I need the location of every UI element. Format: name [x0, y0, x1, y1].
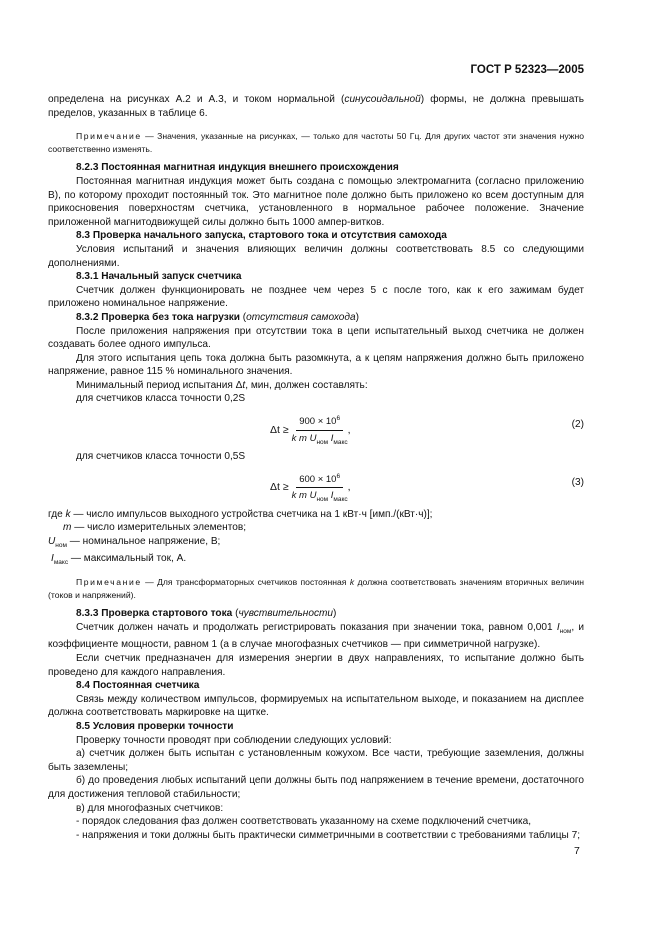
list-item: - порядок следования фаз должен соответствовать указанному на схеме подключений счетчика,	[76, 816, 532, 828]
paragraph: определена на рисунках А.2 и А.3, и током нормальной (синусоидальной) формы, не должна превышать пределов, указанных в таблице 6.	[48, 94, 585, 119]
section-heading: 8.2.3 Постоянная магнитная индукция внешнего происхождения	[76, 162, 399, 174]
section-heading: 8.3.2 Проверка без тока нагрузки (отсутствия самохода)	[76, 311, 359, 323]
list-item: а) счетчик должен быть испытан с установленным кожухом. Все части, требующие заземления, должны быть заземлены;	[48, 748, 584, 773]
list-item: в) для многофазных счетчиков:	[76, 802, 224, 814]
note: Примечание — Для трансформаторных счетчиков постоянная k должна соответствовать значениям вторичных величин (токов и напряжений).	[48, 577, 584, 600]
list-item: б) до проведения любых испытаний цепи должны быть под напряжением в течение времени, достаточного для достижения тепловой стабильности;	[48, 775, 584, 800]
paragraph: Если счетчик предназначен для измерения энергии в двух направлениях, то испытание должно быть проведено для каждого направления.	[48, 653, 584, 678]
formula-number: (3)	[571, 476, 584, 488]
paragraph: Условия испытаний и значения влияющих величин должны соответствовать 8.5 со следующими дополнениями.	[48, 243, 584, 269]
section-heading: 8.4 Постоянная счетчика	[76, 680, 200, 692]
page-body	[48, 93, 584, 842]
standard-number: ГОСТ Р 52323—2005	[470, 64, 584, 76]
formula-number: (2)	[571, 419, 584, 431]
paragraph: Связь между количеством импульсов, формируемых на испытательном выходе, и показанием на дисплее должна соответствовать маркировке на щитке.	[48, 693, 584, 719]
page-number: 7	[574, 845, 580, 857]
variable-definitions: где k — число импульсов выходного устройства счетчика на 1 кВт·ч [имп./(кВт·ч)]; m — число измерительных элементов; $U_{ном}$ — номинальное напряжение, В; $I_{макс}$ — максимальный ток, А.	[48, 508, 433, 567]
section-heading: 8.5 Условия проверки точности	[76, 721, 234, 733]
formula-2: Δt ≥ $\frac{900 \times 10^6}{k m U_{ном} I_{макс}}$ , (2)	[48, 406, 584, 450]
section-heading: 8.3.1 Начальный запуск счетчика	[76, 271, 242, 283]
paragraph: После приложения напряжения при отсутствии тока в цепи испытательный выход счетчика не должен создавать более одного импульса.	[48, 325, 584, 351]
formula-3: Δt ≥ $\frac{600 \times 10^6}{k m U_{ном} I_{макс}}$ , (3)	[48, 464, 584, 508]
paragraph: Счетчик должен начать и продолжать регистрировать показания при значении тока, равном 0,001 $I_{ном}$, и коэффициенте мощности, равном 1 (а в случае многофазных счетчиков — при симметричной нагрузке).	[48, 621, 584, 651]
section-heading: 8.3.3 Проверка стартового тока (чувствительности)	[76, 608, 337, 620]
paragraph: для счетчиков класса точности 0,2S	[76, 393, 246, 405]
list-item: - напряжения и токи должны быть практически симметричными в соответствии с требованиями таблицы 7;	[76, 829, 581, 841]
paragraph: Проверку точности проводят при соблюдении следующих условий:	[76, 734, 392, 746]
paragraph: Минимальный период испытания Δt, мин, должен составлять:	[76, 379, 368, 391]
section-heading: 8.3 Проверка начального запуска, стартового тока и отсутствия самохода	[76, 230, 447, 242]
paragraph: для счетчиков класса точности 0,5S	[76, 451, 246, 463]
paragraph: Счетчик должен функционировать не позднее чем через 5 с после того, как к его зажимам будет приложено номинальное напряжение.	[48, 284, 584, 310]
paragraph: Постоянная магнитная индукция может быть создана с помощью электромагнита (согласно приложению В), по которому проходит постоянный ток. Это магнитное поле должно быть приложено ко всем доступным для прикосновения поверхностям счетчика, установленного в нормальное рабочее положение. Значение приложенной магнитодвижущей силы должно быть 1000 ампер-витков.	[48, 175, 584, 228]
paragraph: Для этого испытания цепь тока должна быть разомкнута, а к цепям напряжения должно быть приложено напряжение, равное 115 % номинального значения.	[48, 352, 584, 378]
note: Примечание — Значения, указанные на рисунках, — только для частоты 50 Гц. Для других частот эти значения нужно соответственно изменять.	[48, 131, 584, 154]
